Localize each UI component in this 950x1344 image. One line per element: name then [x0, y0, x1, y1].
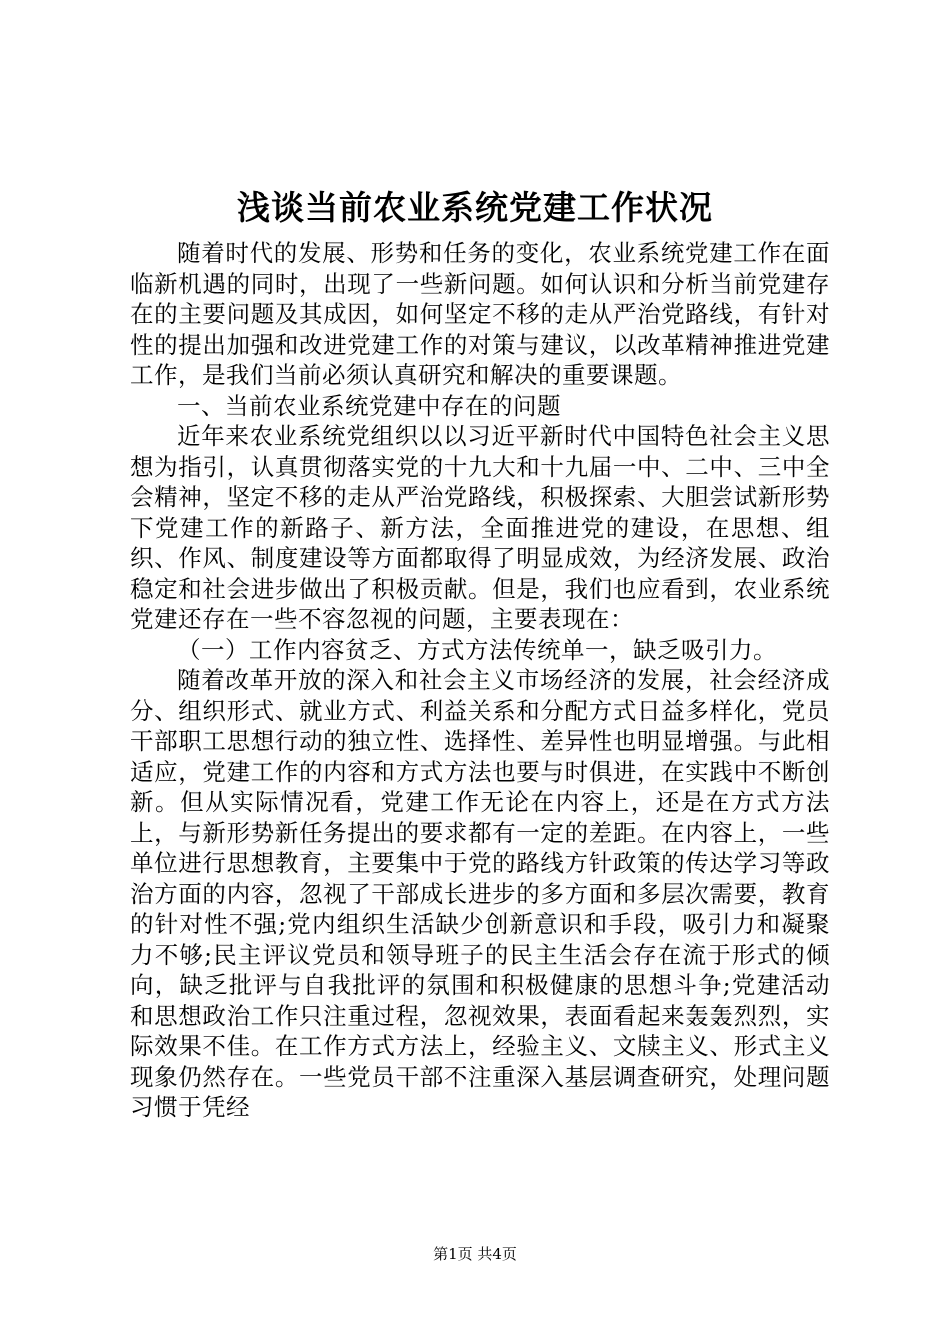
- page-number-footer: 第1页 共4页: [433, 1245, 517, 1263]
- document-body: [130, 238, 830, 1123]
- section-heading-1: 一、当前农业系统党建中存在的问题: [177, 391, 561, 420]
- paragraph-subsection-1: 随着改革开放的深入和社会主义市场经济的发展，社会经济成分、组织形式、就业方式、利益关系和分配方式日益多样化，党员干部职工思想行动的独立性、选择性、差异性也明显增强。与此相适应，党建工作的内容和方式方法也要与时俱进，在实践中不断创新。但从实际情况看，党建工作无论在内容上，还是在方式方法上，与新形势新任务提出的要求都有一定的差距。在内容上，一些单位进行思想教育，主要集中于党的路线方针政策的传达学习等政治方面的内容，忽视了干部成长进步的多方面和多层次需要，教育的针对性不强;党内组织生活缺少创新意识和手段，吸引力和凝聚力不够;民主评议党员和领导班子的民主生活会存在流于形式的倾向，缺乏批评与自我批评的氛围和积极健康的思想斗争;党建活动和思想政治工作只注重过程，忽视效果，表面看起来轰轰烈烈，实际效果不佳。在工作方式方法上，经验主义、文牍主义、形式主义现象仍然存在。一些党员干部不注重深入基层调查研究，处理问题习惯于凭经: [130, 666, 830, 1121]
- subsection-heading-1: （一）工作内容贫乏、方式方法传统单一，缺乏吸引力。: [177, 635, 777, 664]
- paragraph-intro: 随着时代的发展、形势和任务的变化，农业系统党建工作在面临新机遇的同时，出现了一些新问题。如何认识和分析当前党建存在的主要问题及其成因，如何坚定不移的走从严治党路线，有针对性的提出加强和改进党建工作的对策与建议，以改革精神推进党建工作，是我们当前必须认真研究和解决的重要课题。: [130, 239, 830, 389]
- paragraph-section-1: 近年来农业系统党组织以以习近平新时代中国特色社会主义思想为指引，认真贯彻落实党的十九大和十九届一中、二中、三中全会精神，坚定不移的走从严治党路线，积极探索、大胆尝试新形势下党建工作的新路子、新方法，全面推进党的建设，在思想、组织、作风、制度建设等方面都取得了明显成效，为经济发展、政治稳定和社会进步做出了积极贡献。但是，我们也应看到，农业系统党建还存在一些不容忽视的问题，主要表现在：: [130, 422, 830, 633]
- document-title: 浅谈当前农业系统党建工作状况: [237, 188, 713, 227]
